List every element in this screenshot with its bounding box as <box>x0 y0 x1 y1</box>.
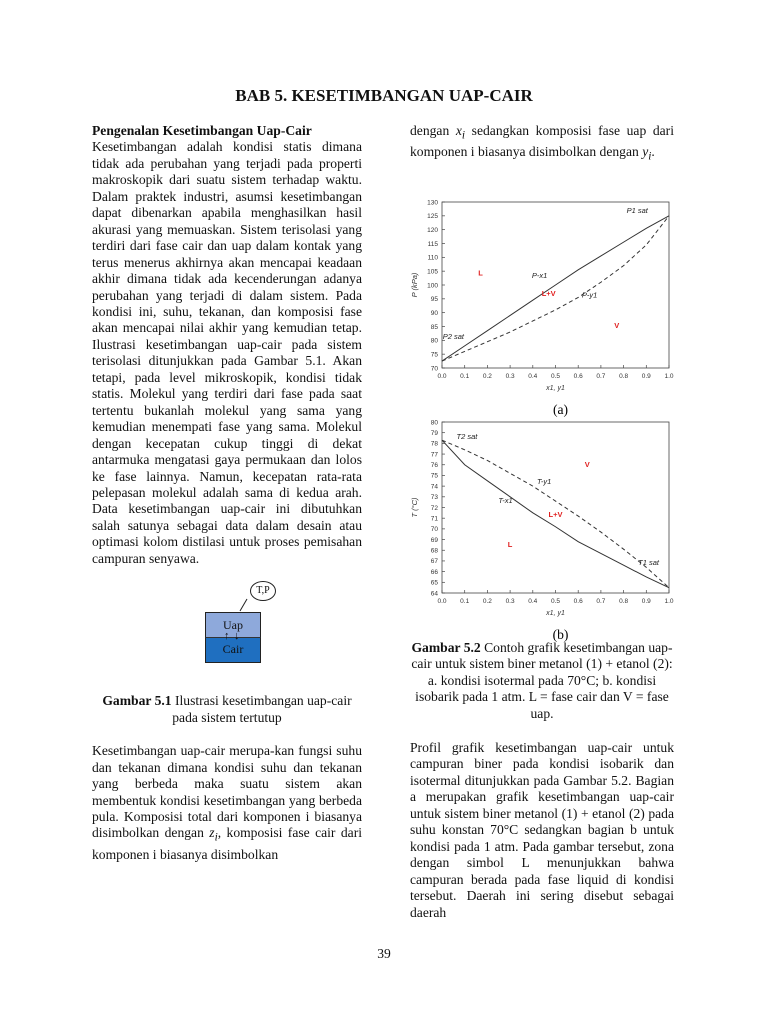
page-number: 39 <box>377 946 391 961</box>
x-tick-label: 0.7 <box>596 598 606 605</box>
annotation: V <box>614 320 620 330</box>
x-tick-label: 0.2 <box>482 598 492 605</box>
y-tick-label: 70 <box>430 526 438 534</box>
figure-5-2-caption <box>410 640 674 722</box>
x-tick-label: 0.6 <box>573 373 583 380</box>
paragraph-profile: Profil grafik kesetimbangan uap-cair untuk campuran biner pada kondisi isobarik dan isotermal ditunjukkan pada Gambar 5.2. Bagian a merupakan grafik kesetimbangan uap-cair untuk sistem biner metanol (1) + etanol (2) pada suhu konstan 70°C sedangkan bagian b untuk kondisi pada 1 atm. Pada gambar tersebut, zona dengan simbol L menunjukkan bahwa campuran berada pada fase liquid di kondisi tersebut. Daerah ini sering disebut sebagai daerah <box>410 740 674 920</box>
x-tick-label: 0.5 <box>550 373 561 380</box>
arrow-up-icon: ↑ <box>224 630 230 643</box>
y-tick-label: 130 <box>427 199 438 207</box>
y-tick-label: 74 <box>430 483 438 491</box>
x-tick-label: 1.0 <box>664 598 674 605</box>
x-tick-label: 0.6 <box>573 598 583 605</box>
x-axis-label: x1, y1 <box>546 385 565 392</box>
x-tick-label: 0.1 <box>460 598 470 605</box>
y-axis-label: T (°C) <box>410 497 419 518</box>
x-tick-label: 0.0 <box>437 373 447 380</box>
y-tick-label: 69 <box>430 536 438 544</box>
x-tick-label: 0.3 <box>505 373 515 380</box>
y-tick-label: 76 <box>430 462 438 470</box>
vapor-phase: Uap <box>205 612 261 638</box>
subscript: i <box>214 832 218 845</box>
symbol: z <box>209 825 215 841</box>
subscript: i <box>648 150 652 163</box>
y-tick-label: 68 <box>430 547 438 555</box>
y-tick-label: 85 <box>430 323 438 331</box>
y-tick-label: 70 <box>430 365 438 373</box>
y-tick-label: 80 <box>430 337 438 345</box>
annotation: T-x1 <box>498 496 513 506</box>
y-tick-label: 120 <box>427 226 438 234</box>
plot-frame <box>442 422 669 593</box>
symbol: x <box>455 123 462 138</box>
y-tick-label: 64 <box>430 590 438 598</box>
y-tick-label: 115 <box>427 240 438 248</box>
y-tick-label: 90 <box>430 309 438 317</box>
annotation: T1 sat <box>638 558 659 568</box>
text: dengan <box>410 123 456 138</box>
intro-paragraph: Kesetimbangan adalah kondisi statis dimana tidak ada perubahan yang terjadi pada properti makroskopik dari suatu sistem terhadap waktu. Dalam praktek industri, asumsi kesetimbangan dapat dibenarkan apabila menghasilkan hasil akurasi yang memuaskan. Sistem terisolasi yang terdiri dari fase cair dan uap dalam kontak yang terus menerus akhirnya akan mencapai keadaan akhir dimana tidak ada kecenderungan adanya perubahan yang terjadi di dalam sistem. Pada kondisi ini, suhu, tekanan, dan komposisi fase akan mencapai nilai akhir yang kemudian tetap. Ilustrasi kesetimbangan uap-cair pada sistem terisolasi ditunjukkan pada Gambar 5.1. Akan tetapi, pada level mikroskopik, kondisi tidak statis. Molekul yang terdiri dari fase pada saat tertentu bukanlah molekul yang sama yang kemudian menempati fase yang sama. Molekul dengan kecepatan cukup tinggi di dekat antarmuka mengatasi gaya permukaan dan lolos ke fase lainnya. Namun, kecepatan rata-rata pelepasan molekul adalah sama di kedua arah. Data kesetimbangan uap-cair ini dibutuhkan salah satunya sebagai data dalam desain atau optimasi kolom distilasi untuk proses pemisahan campuran senyawa. <box>92 139 362 566</box>
y-tick-label: 79 <box>430 429 438 437</box>
annotation: P2 sat <box>442 331 464 341</box>
annotation: P-y1 <box>581 290 598 300</box>
x-tick-label: 0.8 <box>619 373 629 380</box>
x-tick-label: 0.7 <box>596 373 606 380</box>
y-tick-label: 72 <box>430 504 438 512</box>
y-tick-label: 67 <box>430 558 438 566</box>
caption-label: Gambar 5.2 <box>411 640 481 655</box>
y-tick-label: 77 <box>430 451 438 459</box>
annotation: L+V <box>541 289 556 299</box>
caption-text: Contoh grafik kesetimbangan uap-cair untuk sistem biner metanol (1) + etanol (2): a. kondisi isotermal pada 70°C; b. kondisi isobarik pada 1 atm. L = fase cair dan V = fase uap. <box>411 640 673 721</box>
annotation: T-y1 <box>536 476 552 486</box>
text: , komposisi fase cair dari komponen i biasanya disimbolkan <box>92 825 362 862</box>
liquid-phase: Cair <box>205 637 261 663</box>
y-tick-label: 110 <box>427 254 438 262</box>
x-tick-label: 0.1 <box>460 373 470 380</box>
annotation: V <box>584 459 590 469</box>
annotation: L <box>478 268 483 278</box>
x-tick-label: 0.5 <box>550 598 561 605</box>
x-tick-label: 0.9 <box>641 598 651 605</box>
x-tick-label: 0.2 <box>482 373 492 380</box>
text: Kesetimbangan uap-cair merupa-kan fungsi suhu dan tekanan dimana kondisi suhu dan tekanan yang berbeda maka suatu sistem akan membentuk kondisi kesetimbangan yang berbeda pula. Komposisi total dari komponen i biasanya disimbolkan dengan <box>92 743 362 841</box>
annotation: L <box>507 540 513 550</box>
y-tick-label: 80 <box>430 419 438 427</box>
x-tick-label: 0.4 <box>528 373 538 380</box>
text: . <box>651 144 655 160</box>
x-axis-label: x1, y1 <box>546 610 565 617</box>
y-tick-label: 75 <box>430 472 438 480</box>
x-tick-label: 0.9 <box>641 373 651 380</box>
x-tick-label: 0.8 <box>619 598 629 605</box>
y-tick-label: 65 <box>430 579 438 587</box>
annotation: P-x1 <box>531 271 548 281</box>
annotation: L+V <box>548 510 563 520</box>
x-tick-label: 0.4 <box>528 598 538 605</box>
section-heading: Pengenalan Kesetimbangan Uap-Cair <box>92 123 312 138</box>
annotation: P1 sat <box>626 206 648 216</box>
annotation: T2 sat <box>456 432 478 442</box>
y-tick-label: 66 <box>430 568 438 576</box>
panel-label: (a) <box>552 402 569 417</box>
y-tick-label: 125 <box>427 213 438 221</box>
page-title: BAB 5. KESETIMBANGAN UAP-CAIR <box>235 86 533 105</box>
panel-label: (b) <box>552 627 569 642</box>
y-tick-label: 95 <box>430 296 438 304</box>
x-tick-label: 1.0 <box>664 373 674 380</box>
y-tick-label: 78 <box>430 440 438 448</box>
y-tick-label: 73 <box>430 494 438 502</box>
x-tick-label: 0.0 <box>437 598 447 605</box>
symbol: y <box>642 144 649 160</box>
y-tick-label: 100 <box>427 282 438 290</box>
x-tick-label: 0.3 <box>505 598 515 605</box>
y-tick-label: 105 <box>427 268 438 276</box>
y-tick-label: 75 <box>430 351 438 359</box>
subscript: i <box>461 129 466 142</box>
caption-text: Ilustrasi kesetimbangan uap-cair pada sistem tertutup <box>171 693 352 725</box>
y-tick-label: 71 <box>430 515 438 523</box>
text: sedangkan komposisi fase uap dari komponen i biasanya disimbolkan dengan <box>410 123 674 160</box>
tp-label: T,P <box>250 581 276 601</box>
caption-label: Gambar 5.1 <box>102 693 172 709</box>
y-axis-label: P (kPa) <box>410 272 419 298</box>
arrow-down-icon: ↓ <box>234 630 240 643</box>
